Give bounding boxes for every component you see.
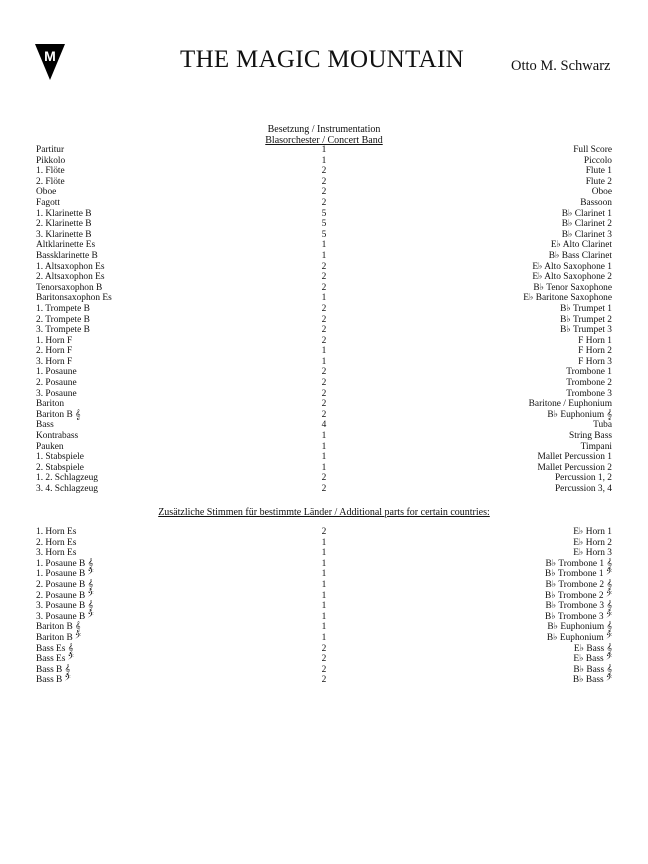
part-name-english: Piccolo xyxy=(583,155,612,166)
part-name-german: Bariton B 𝄞 xyxy=(36,622,81,633)
part-count: 1 xyxy=(321,558,327,569)
part-count: 1 xyxy=(321,240,327,251)
part-row xyxy=(36,219,612,230)
part-row xyxy=(36,293,612,304)
part-name-german: 3. Horn Es xyxy=(36,548,77,559)
part-name-english: B♭ Trombone 1 𝄞 xyxy=(545,558,612,569)
part-row xyxy=(36,251,612,262)
part-count: 2 xyxy=(321,643,327,654)
part-name-german: 1. Flöte xyxy=(36,166,65,177)
part-name-english: E♭ Bass 𝄞 xyxy=(573,643,612,654)
part-name-german: Bariton B 𝄢 xyxy=(36,632,82,643)
part-name-german: 3. 4. Schlagzeug xyxy=(36,484,98,494)
part-name-english: F Horn 3 xyxy=(578,356,612,367)
part-count: 1 xyxy=(321,579,327,590)
part-row xyxy=(36,601,612,612)
part-name-english: E♭ Bass 𝄢 xyxy=(573,654,612,665)
part-name-english: F Horn 1 xyxy=(578,335,612,346)
part-row xyxy=(36,452,612,463)
part-name-english: E♭ Alto Saxophone 1 xyxy=(532,261,612,272)
part-name-german: Bassklarinette B xyxy=(36,250,98,261)
part-row xyxy=(36,431,612,442)
part-count: 5 xyxy=(321,208,327,219)
part-name-german: Oboe xyxy=(36,187,57,198)
part-name-german: Fagott xyxy=(36,197,60,208)
part-name-german: Partitur xyxy=(36,145,65,155)
part-row xyxy=(36,209,612,220)
part-name-german: 2. Stabspiele xyxy=(36,462,84,473)
part-name-english: B♭ Clarinet 3 xyxy=(561,229,612,240)
part-count: 2 xyxy=(321,664,327,675)
part-count: 1 xyxy=(321,145,327,155)
part-name-german: 1. Horn F xyxy=(36,335,73,346)
part-row xyxy=(36,654,612,665)
part-row xyxy=(36,399,612,410)
part-name-english: String Bass xyxy=(569,431,612,442)
part-name-english: E♭ Alto Saxophone 2 xyxy=(532,272,612,283)
instrumentation-heading: Besetzung / Instrumentation xyxy=(267,124,381,135)
part-name-english: B♭ Bass Clarinet xyxy=(548,250,612,261)
part-count: 1 xyxy=(321,537,327,548)
part-count: 2 xyxy=(321,197,327,208)
part-name-english: B♭ Euphonium 𝄞 xyxy=(547,622,612,633)
part-name-english: B♭ Bass 𝄞 xyxy=(573,664,612,675)
part-count: 1 xyxy=(321,431,327,442)
part-count: 1 xyxy=(321,452,327,463)
part-name-german: Pikkolo xyxy=(36,155,66,166)
part-row xyxy=(36,665,612,676)
part-row xyxy=(36,336,612,347)
part-row xyxy=(36,442,612,453)
part-row xyxy=(36,177,612,188)
part-count: 2 xyxy=(321,187,327,198)
part-name-english: B♭ Trombone 3 𝄢 xyxy=(545,611,612,622)
part-name-german: 3. Klarinette B xyxy=(36,229,92,240)
part-row xyxy=(36,675,612,686)
part-name-english: B♭ Clarinet 1 xyxy=(561,208,612,219)
part-count: 2 xyxy=(321,409,327,420)
part-name-english: Percussion 1, 2 xyxy=(554,473,612,484)
part-count: 2 xyxy=(321,282,327,293)
part-name-english: E♭ Horn 2 xyxy=(573,537,612,548)
part-name-german: 1. Posaune B 𝄞 xyxy=(36,558,94,569)
part-name-english: Tuba xyxy=(593,420,612,431)
part-count: 2 xyxy=(321,176,327,187)
part-name-german: Bass B 𝄢 xyxy=(36,675,71,686)
part-name-english: E♭ Alto Clarinet xyxy=(550,240,612,251)
part-row xyxy=(36,378,612,389)
part-name-english: Flute 2 xyxy=(585,176,612,187)
part-name-german: 3. Posaune B 𝄞 xyxy=(36,601,94,612)
part-count: 1 xyxy=(321,548,327,559)
part-row xyxy=(36,389,612,400)
part-name-german: 3. Horn F xyxy=(36,356,73,367)
part-row xyxy=(36,325,612,336)
part-name-german: Bass Es 𝄞 xyxy=(36,643,74,654)
instrumentation-table xyxy=(36,145,612,495)
part-name-german: 1. Horn Es xyxy=(36,527,77,537)
part-name-english: Trombone 2 xyxy=(566,378,612,389)
part-row xyxy=(36,410,612,421)
part-count: 1 xyxy=(321,346,327,357)
part-name-german: Baritonsaxophon Es xyxy=(36,293,112,304)
part-name-german: Bariton xyxy=(36,399,65,410)
part-name-english: Baritone / Euphonium xyxy=(528,399,612,410)
part-name-german: Bass Es 𝄢 xyxy=(36,654,74,665)
part-name-english: B♭ Euphonium 𝄢 xyxy=(546,632,612,643)
part-row xyxy=(36,548,612,559)
part-count: 2 xyxy=(321,378,327,389)
part-count: 2 xyxy=(321,303,327,314)
part-row xyxy=(36,346,612,357)
part-name-german: 1. Klarinette B xyxy=(36,208,92,219)
part-name-english: B♭ Trombone 1 𝄢 xyxy=(545,569,612,580)
part-count: 5 xyxy=(321,219,327,230)
part-row xyxy=(36,198,612,209)
part-row xyxy=(36,145,612,156)
part-name-german: 2. Flöte xyxy=(36,176,65,187)
piece-title: THE MAGIC MOUNTAIN xyxy=(180,46,464,73)
part-name-english: Mallet Percussion 1 xyxy=(537,452,612,463)
part-name-german: Tenorsaxophon B xyxy=(36,282,103,293)
additional-parts-table xyxy=(36,527,612,686)
part-name-english: Bassoon xyxy=(580,197,612,208)
part-name-german: Bariton B 𝄞 xyxy=(36,409,81,420)
part-count: 2 xyxy=(321,261,327,272)
part-name-german: Pauken xyxy=(36,441,64,452)
part-name-german: 1. Posaune B 𝄢 xyxy=(36,569,94,580)
part-name-english: Flute 1 xyxy=(585,166,612,177)
part-name-german: 1. Posaune xyxy=(36,367,77,378)
part-name-german: Altklarinette Es xyxy=(36,240,96,251)
part-count: 1 xyxy=(321,356,327,367)
composer-name: Otto M. Schwarz xyxy=(511,58,611,74)
additional-parts-heading: Zusätzliche Stimmen für bestimmte Länder / Additional parts for certain countries: xyxy=(158,507,490,518)
part-name-german: 3. Posaune B 𝄢 xyxy=(36,611,94,622)
part-name-german: 2. Klarinette B xyxy=(36,219,92,230)
part-name-english: B♭ Euphonium 𝄞 xyxy=(547,409,612,420)
part-name-german: 2. Horn F xyxy=(36,346,73,357)
part-name-english: Mallet Percussion 2 xyxy=(537,462,612,473)
part-name-english: F Horn 2 xyxy=(578,346,612,357)
part-name-english: B♭ Tenor Saxophone xyxy=(533,282,612,293)
part-row xyxy=(36,230,612,241)
part-name-german: 3. Trompete B xyxy=(36,325,90,336)
part-row xyxy=(36,420,612,431)
part-name-english: E♭ Horn 3 xyxy=(573,548,612,559)
part-name-english: B♭ Trumpet 1 xyxy=(560,303,612,314)
part-count: 2 xyxy=(321,388,327,399)
part-count: 1 xyxy=(321,293,327,304)
part-row xyxy=(36,622,612,633)
part-row xyxy=(36,559,612,570)
part-row xyxy=(36,463,612,474)
part-name-english: Trombone 1 xyxy=(566,367,612,378)
part-name-english: B♭ Trumpet 3 xyxy=(560,325,612,336)
part-name-german: 2. Posaune xyxy=(36,378,77,389)
part-row xyxy=(36,240,612,251)
part-row xyxy=(36,569,612,580)
part-name-english: Timpani xyxy=(580,441,612,452)
part-count: 2 xyxy=(321,675,327,686)
part-row xyxy=(36,580,612,591)
part-name-german: 2. Altsaxophon Es xyxy=(36,272,105,283)
part-count: 1 xyxy=(321,462,327,473)
part-row xyxy=(36,612,612,623)
part-count: 2 xyxy=(321,325,327,336)
part-count: 2 xyxy=(321,314,327,325)
part-row xyxy=(36,272,612,283)
part-count: 4 xyxy=(321,420,327,431)
part-name-english: Trombone 3 xyxy=(566,388,612,399)
part-name-english: B♭ Trombone 2 𝄞 xyxy=(545,579,612,590)
part-name-english: Full Score xyxy=(573,145,612,155)
part-count: 1 xyxy=(321,611,327,622)
part-row xyxy=(36,591,612,602)
part-name-german: 1. Trompete B xyxy=(36,303,90,314)
part-count: 2 xyxy=(321,473,327,484)
part-count: 5 xyxy=(321,229,327,240)
part-count: 2 xyxy=(321,399,327,410)
part-name-german: 1. Altsaxophon Es xyxy=(36,261,105,272)
part-count: 1 xyxy=(321,601,327,612)
part-name-english: B♭ Trumpet 2 xyxy=(560,314,612,325)
part-name-german: Kontrabass xyxy=(36,431,79,442)
part-row xyxy=(36,484,612,495)
part-name-english: B♭ Trombone 2 𝄢 xyxy=(545,590,612,601)
part-count: 1 xyxy=(321,590,327,601)
part-row xyxy=(36,357,612,368)
part-count: 1 xyxy=(321,250,327,261)
part-row xyxy=(36,262,612,273)
part-name-english: B♭ Clarinet 2 xyxy=(561,219,612,230)
part-name-english: B♭ Bass 𝄢 xyxy=(572,675,612,686)
part-count: 1 xyxy=(321,441,327,452)
part-count: 1 xyxy=(321,155,327,166)
part-count: 1 xyxy=(321,632,327,643)
part-name-english: Percussion 3, 4 xyxy=(554,484,612,494)
part-name-english: E♭ Baritone Saxophone xyxy=(523,293,612,304)
part-name-german: 3. Posaune xyxy=(36,388,77,399)
part-row xyxy=(36,473,612,484)
part-count: 2 xyxy=(321,367,327,378)
part-name-german: 2. Horn Es xyxy=(36,537,77,548)
svg-text:M: M xyxy=(44,48,56,64)
part-name-english: B♭ Trombone 3 𝄞 xyxy=(545,601,612,612)
part-name-german: 2. Posaune B 𝄢 xyxy=(36,590,94,601)
part-row xyxy=(36,166,612,177)
part-row xyxy=(36,304,612,315)
part-count: 2 xyxy=(321,654,327,665)
part-count: 2 xyxy=(321,335,327,346)
part-row xyxy=(36,187,612,198)
part-row xyxy=(36,156,612,167)
part-name-german: 1. Stabspiele xyxy=(36,452,84,463)
part-name-german: Bass xyxy=(36,420,54,431)
part-row xyxy=(36,315,612,326)
part-name-german: 2. Posaune B 𝄞 xyxy=(36,579,94,590)
part-name-english: E♭ Horn 1 xyxy=(573,527,612,537)
part-count: 1 xyxy=(321,569,327,580)
part-row xyxy=(36,527,612,538)
part-name-english: Oboe xyxy=(591,187,612,198)
part-row xyxy=(36,644,612,655)
part-count: 2 xyxy=(321,166,327,177)
part-name-german: 1. 2. Schlagzeug xyxy=(36,473,98,484)
publisher-logo xyxy=(35,44,65,80)
part-count: 1 xyxy=(321,622,327,633)
part-row xyxy=(36,538,612,549)
part-row xyxy=(36,633,612,644)
instrumentation-subheading: Blasorchester / Concert Band xyxy=(265,135,383,146)
part-name-german: 2. Trompete B xyxy=(36,314,90,325)
part-row xyxy=(36,367,612,378)
part-count: 2 xyxy=(321,272,327,283)
part-count: 2 xyxy=(321,527,327,537)
part-row xyxy=(36,283,612,294)
part-name-german: Bass B 𝄞 xyxy=(36,664,71,675)
part-count: 2 xyxy=(321,484,327,494)
